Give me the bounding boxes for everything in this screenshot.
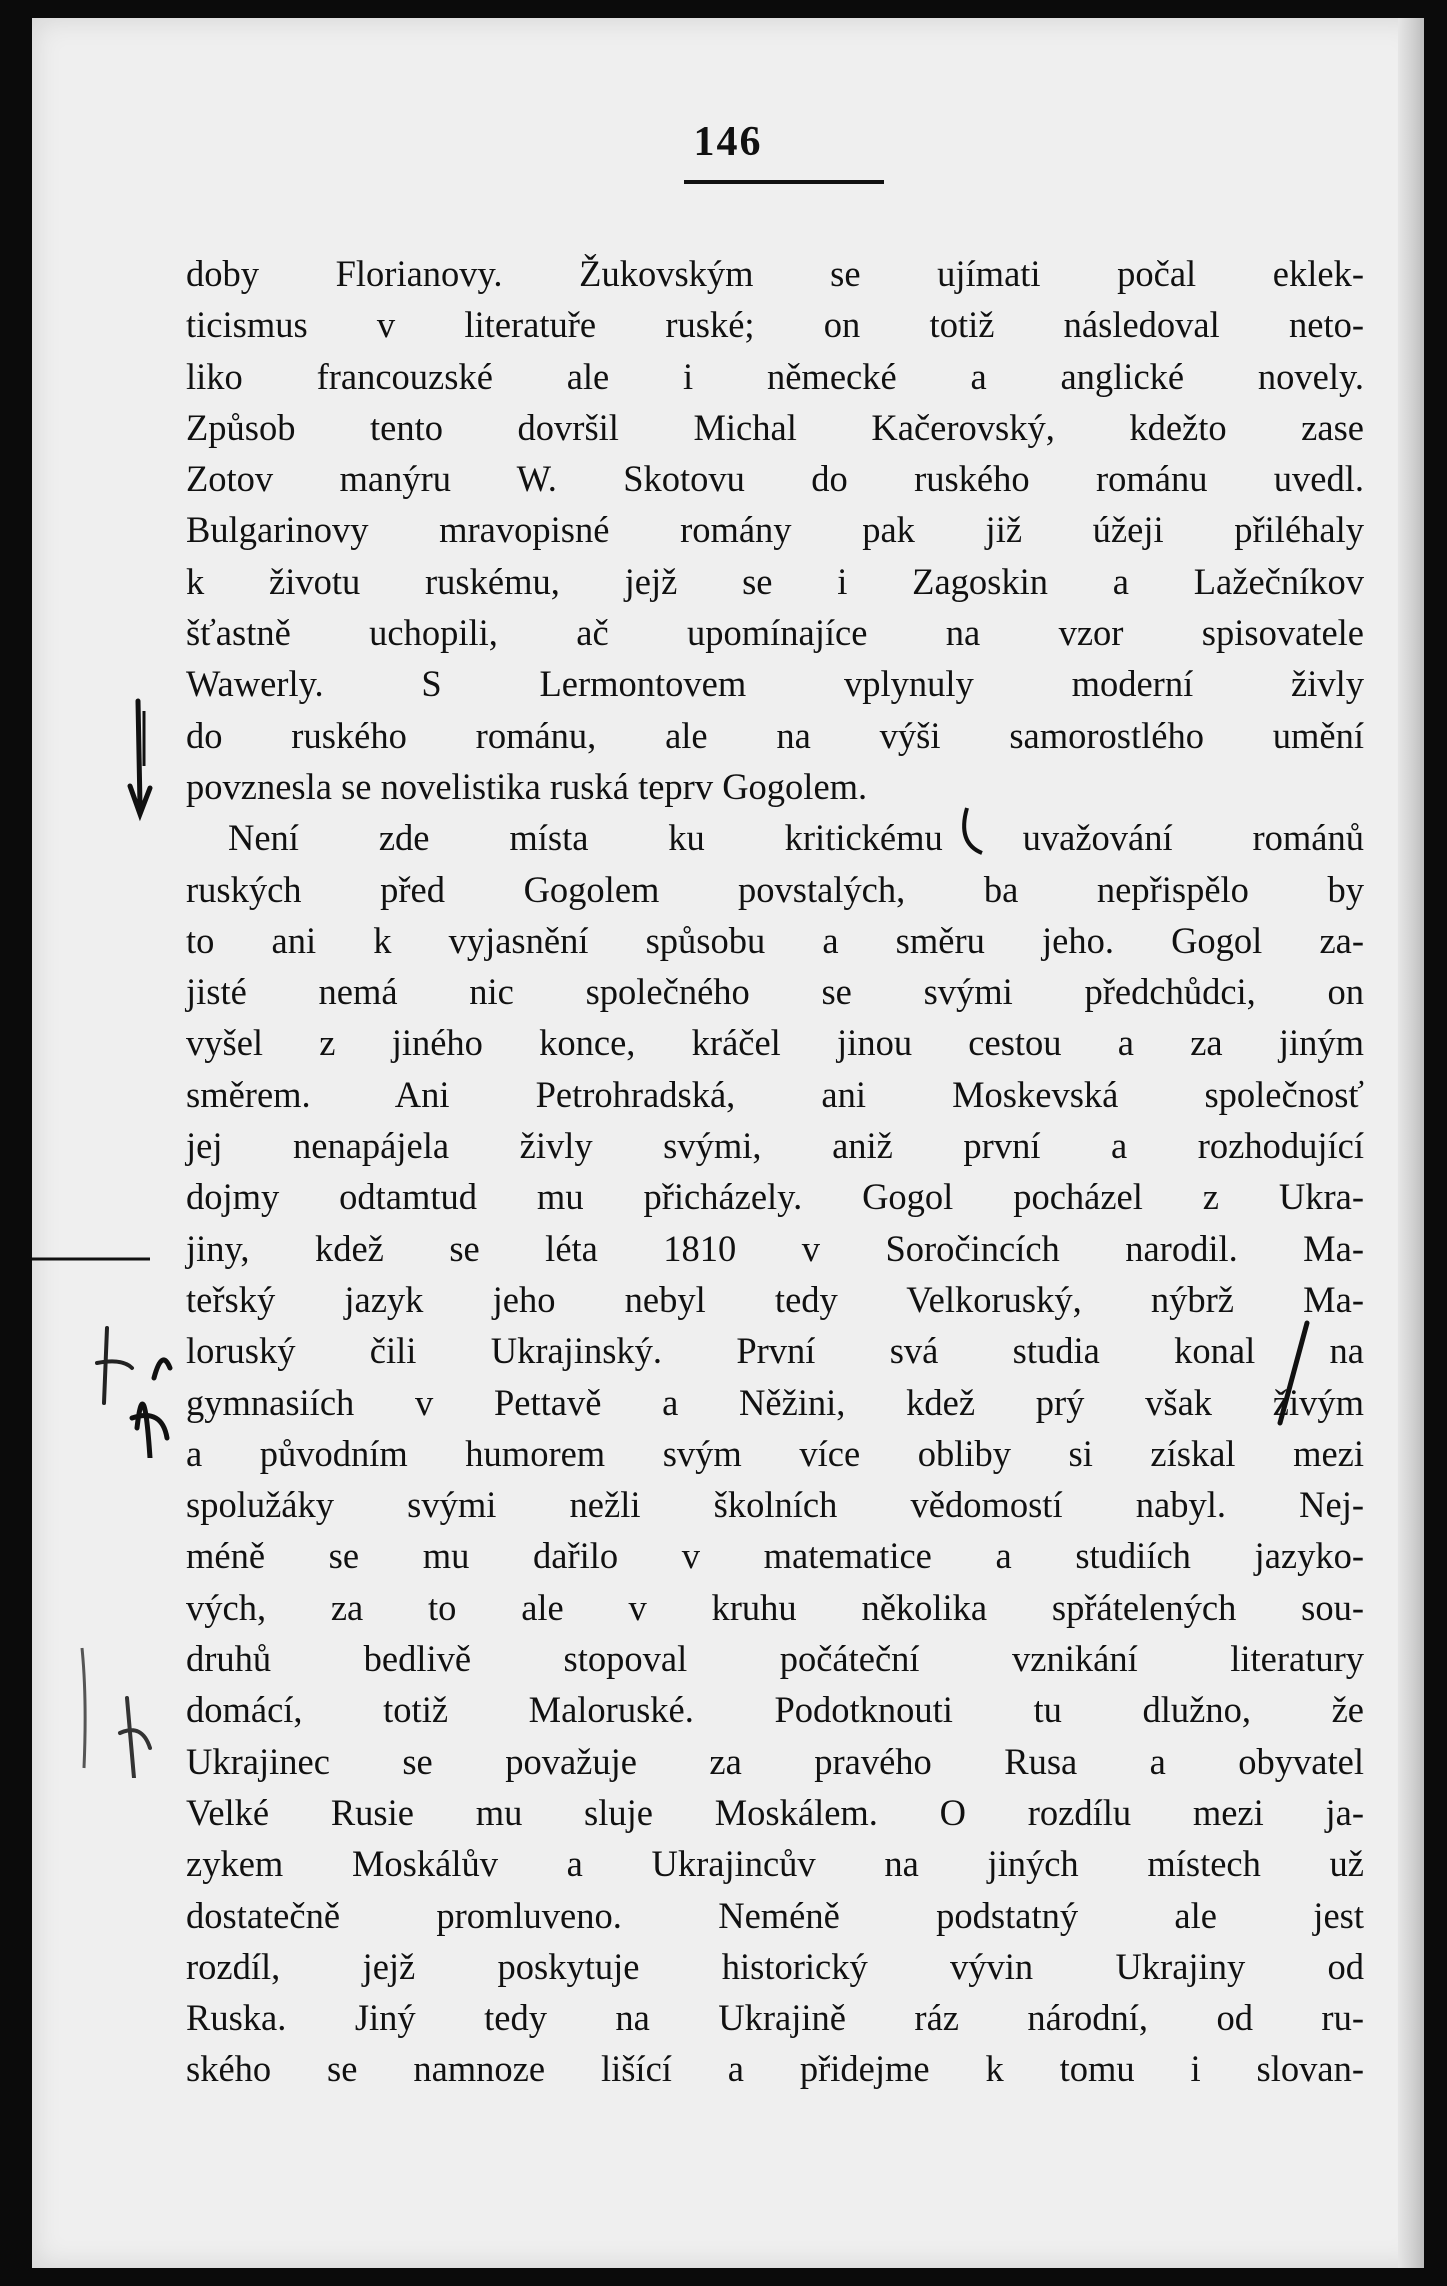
margin-rule-mark [32, 1254, 152, 1264]
text-line: Ruska. Jiný tedy na Ukrajině ráz národní, od ru- [186, 1997, 1364, 2039]
margin-faint-mark [72, 1638, 172, 1778]
text-line: rozdíl, jejž poskytuje historický vývin Ukrajiny od [186, 1945, 1364, 1987]
text-line: teřský jazyk jeho nebyl tedy Velkoruský, nýbrž Ma- [186, 1278, 1364, 1320]
text-line: jej nenapájela živly svými, aniž první a rozhodující [186, 1125, 1364, 1167]
page-number: 146 [693, 119, 763, 165]
text-line: jisté nemá nic společného se svými předchůdci, on [186, 971, 1364, 1013]
text-line: gymnasiích v Pettavě a Něžini, kdež prý však živým [186, 1381, 1364, 1423]
margin-arrow-mark [122, 696, 162, 826]
text-line: spolužáky svými nežli školních vědomostí nabyl. Nej- [186, 1484, 1364, 1526]
page-edge [1398, 18, 1424, 2268]
text-line: loruský čili Ukrajinský. První svá studia konal na [186, 1330, 1364, 1372]
text-line: směrem. Ani Petrohradská, ani Moskevská společnosť [186, 1073, 1364, 1115]
text-line: druhů bedlivě stopoval počáteční vznikání literatury [186, 1638, 1364, 1680]
text-line: ského se namnoze lišící a přidejme k tomu i slovan- [186, 2048, 1364, 2090]
body-text [186, 248, 1364, 2095]
text-line: a původním humorem svým více obliby si získal mezi [186, 1432, 1364, 1474]
text-line: vyšel z jiného konce, kráčel jinou cestou a za jiným [186, 1022, 1364, 1064]
text-line: liko francouzské ale i německé a anglické novely. [186, 355, 1364, 397]
text-line: Způsob tento dovršil Michal Kačerovský, kdežto zase [186, 406, 1364, 448]
text-line: ticismus v literatuře ruské; on totiž následoval neto- [186, 304, 1364, 346]
text-line: Ukrajinec se považuje za pravého Rusa a obyvatel [186, 1740, 1364, 1782]
text-line: povznesla se novelistika ruská teprv Gogolem. [186, 765, 868, 807]
text-line: Wawerly. S Lermontovem vplynuly moderní živly [186, 663, 1364, 705]
text-line: dostatečně promluveno. Neméně podstatný ale jest [186, 1894, 1364, 1936]
text-line: Není zde místa ku kritickému uvažování románů [228, 817, 1364, 859]
text-line: Bulgarinovy mravopisné romány pak již úžeji přiléhaly [186, 509, 1364, 551]
book-page [32, 18, 1424, 2268]
text-line: dojmy odtamtud mu přicházely. Gogol pocházel z Ukra- [186, 1176, 1364, 1218]
text-line: Zotov manýru W. Skotovu do ruského románu uvedl. [186, 458, 1364, 500]
margin-handwriting-mark [92, 1308, 192, 1458]
text-line: to ani k vyjasnění spůsobu a směru jeho. Gogol za- [186, 919, 1364, 961]
text-line: Velké Rusie mu sluje Moskálem. O rozdílu mezi ja- [186, 1791, 1364, 1833]
text-line: jiny, kdež se léta 1810 v Soročincích narodil. Ma- [186, 1227, 1364, 1269]
text-line: zykem Moskálův a Ukrajincův na jiných místech už [186, 1843, 1364, 1885]
text-line: do ruského románu, ale na výši samorostlého umění [186, 714, 1364, 756]
text-line: méně se mu dařilo v matematice a studiích jazyko- [186, 1535, 1364, 1577]
page-number-rule [684, 180, 884, 184]
text-line: šťastně uchopili, ač upomínajíce na vzor spisovatele [186, 612, 1364, 654]
text-line: ruských před Gogolem povstalých, ba nepřispělo by [186, 868, 1364, 910]
text-line: doby Florianovy. Žukovským se ujímati počal eklek- [186, 253, 1364, 294]
text-line: domácí, totiž Maloruské. Podotknouti tu dlužno, že [186, 1689, 1364, 1731]
text-line: k životu ruskému, jejž se i Zagoskin a Lažečníkov [186, 560, 1364, 602]
text-line: vých, za to ale v kruhu několika spřátelených sou- [186, 1586, 1364, 1628]
